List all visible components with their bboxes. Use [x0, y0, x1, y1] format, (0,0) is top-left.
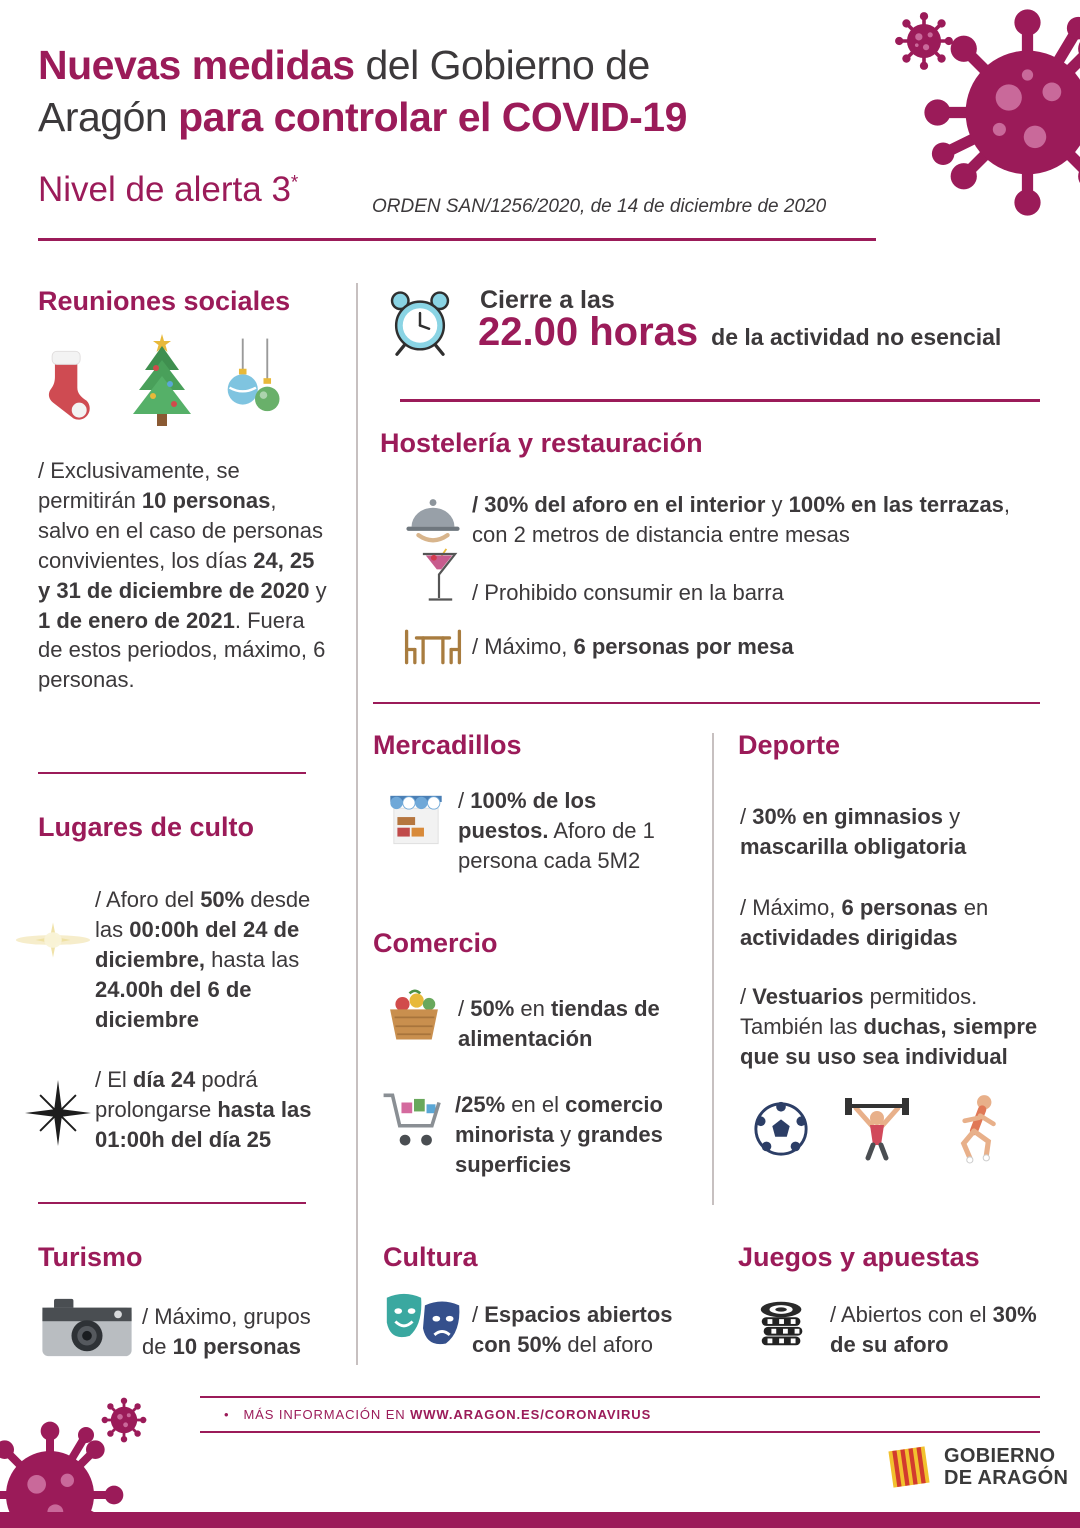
closing-prefix: Cierre a las: [480, 286, 615, 314]
reuniones-text: / Exclusivamente, se permitirán 10 personas, salvo en el caso de personas convivientes, los días 24, 25 y 31 de diciembre de 2020 y 1 de enero de 2021. Fuera de estos periodos, máximo, 6 personas.: [38, 458, 327, 693]
baubles-icon: [222, 338, 288, 424]
soccer-ball-icon: [752, 1100, 810, 1158]
hosteleria-item-1: / 30% del aforo en el interior y 100% en las terrazas, con 2 metros de distancia entre mesas: [472, 492, 1011, 547]
section-title-mercadillos: Mercadillos: [373, 730, 522, 760]
runner-icon: [945, 1092, 1007, 1164]
theater-masks-icon: [383, 1292, 463, 1354]
culto-item-1: / Aforo del 50% desde las 00:00h del 24 de diciembre, hasta las 24.00h del 6 de diciembre: [95, 887, 311, 1032]
section-title-hosteleria: Hostelería y restauración: [380, 428, 703, 458]
cultura-text: / Espacios abiertos con 50% del aforo: [472, 1302, 673, 1357]
order-reference: ORDEN SAN/1256/2020, de 14 de diciembre de 2020: [372, 196, 827, 217]
hosteleria-item-2: / Prohibido consumir en la barra: [472, 580, 784, 605]
section-title-turismo: Turismo: [38, 1242, 143, 1272]
deporte-item-1: / 30% en gimnasios y mascarilla obligatoria: [740, 804, 967, 859]
comercio-item-1: / 50% en tiendas de alimentación: [458, 996, 660, 1051]
alarm-clock-icon: [383, 286, 457, 364]
christmas-tree-icon: [126, 334, 198, 430]
serving-dish-icon: [403, 492, 463, 546]
comercio-item-2: /25% en el comercio minorista y grandes superficies: [455, 1092, 663, 1177]
juegos-text: / Abiertos con el 30% de su aforo: [830, 1302, 1037, 1357]
table-chairs-icon: [400, 626, 466, 670]
left-divider: [38, 772, 306, 774]
bottom-accent-bar: [0, 1512, 1080, 1528]
closing-line: [478, 310, 1001, 355]
weightlifter-icon: [842, 1092, 912, 1162]
section-title-culto: Lugares de culto: [38, 812, 255, 842]
section-rule: [373, 702, 1040, 704]
section-title-reuniones: Reuniones sociales: [38, 286, 291, 316]
section-title-deporte: Deporte: [738, 730, 841, 760]
footer-rule: [200, 1431, 1040, 1433]
culto-item-2: / El día 24 podrá prolongarse hasta las 01:00h del día 25: [95, 1067, 312, 1152]
column-divider: [356, 283, 358, 1365]
hosteleria-item-3: / Máximo, 6 personas por mesa: [472, 634, 794, 659]
column-divider: [712, 733, 714, 1205]
closing-time: 22.00 horas: [478, 310, 699, 354]
logo-line1: GOBIERNO: [944, 1445, 1056, 1467]
alert-level: [38, 170, 298, 210]
star-icon: [25, 1080, 91, 1146]
market-stall-icon: [385, 794, 447, 852]
footer-rule: [200, 1396, 1040, 1398]
header-rule: [38, 238, 876, 241]
grocery-basket-icon: [383, 988, 445, 1046]
light-sparkle-icon: [14, 920, 92, 960]
alert-asterisk: *: [290, 172, 299, 194]
stocking-icon: [40, 340, 96, 428]
gobierno-aragon-logo: [886, 1444, 1068, 1490]
section-title-cultura: Cultura: [383, 1242, 478, 1272]
deporte-item-3: / Vestuarios permitidos. También las duchas, siempre que su uso sea individual: [740, 984, 1038, 1069]
alert-level-text: Nivel de alerta 3: [38, 170, 291, 209]
mercadillos-text: / 100% de los puestos. Aforo de 1 persona cada 5M2: [458, 788, 655, 873]
aragon-flag-icon: [886, 1444, 932, 1490]
camera-icon: [40, 1296, 134, 1360]
shopping-cart-icon: [380, 1088, 448, 1152]
closing-suffix: de la actividad no esencial: [711, 324, 1002, 350]
section-title-juegos: Juegos y apuestas: [738, 1242, 980, 1272]
section-rule: [400, 399, 1040, 402]
footer-info: • MÁS INFORMACIÓN EN WWW.ARAGON.ES/CORONAVIRUS: [224, 1407, 652, 1422]
poker-chips-icon: [752, 1294, 814, 1354]
logo-text: [944, 1445, 1068, 1489]
virus-icon: [915, 0, 1080, 225]
page-title-line1: Nuevas medidas del Gobierno de: [38, 42, 650, 88]
left-divider: [38, 1202, 306, 1204]
turismo-text: / Máximo, grupos de 10 personas: [142, 1304, 311, 1359]
deporte-item-2: / Máximo, 6 personas en actividades dirigidas: [740, 895, 989, 950]
cocktail-icon: [417, 548, 461, 610]
page-title-line2: Aragón para controlar el COVID-19: [38, 94, 687, 140]
section-title-comercio: Comercio: [373, 928, 498, 958]
logo-line2: DE ARAGÓN: [944, 1467, 1069, 1489]
